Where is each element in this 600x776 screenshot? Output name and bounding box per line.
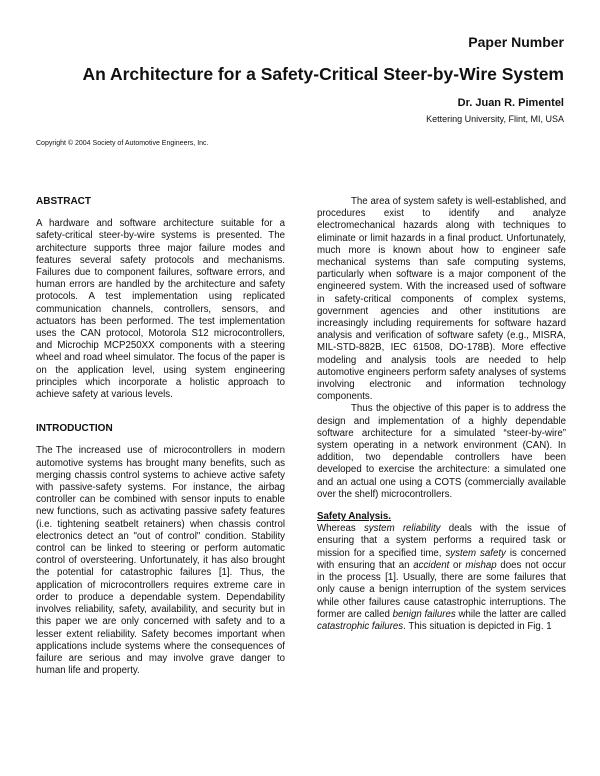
text-run: while the latter are called bbox=[455, 608, 566, 620]
italic-run: mishap bbox=[465, 559, 497, 571]
system-safety-paragraph: The area of system safety is well-established, and procedures exist to identify and analyze electromechanical hazards along with techniques to eliminate or limit hazards in a final product. Unfortunately, much more is known about how to engineer safe mechanical systems than safe computing systems, particularly when software is a major component of the engineered system. With the increased used of software in safety-critical components of complex systems, government agencies and other institutions are increasingly including requirements for software hazard analysis and verification of software safety (e.g., MISRA, MIL-STD-882B, IEC 61508, DO-178B). More effective modeling and analysis tools are needed to help automotive engineers perform safety analyses of systems involving electronic and information technology components. bbox=[317, 196, 566, 403]
introduction-lead-word: The bbox=[36, 445, 53, 457]
objective-paragraph: Thus the objective of this paper is to address the design and implementation of a highly dependable software architecture for a simulated “steer-by-wire” system operating in a network environment (CAN). In addition, two dependable controllers have been developed to exercise the architecture: a simulated one and an actual one using a COTS (commercially available over the shelf) microcontrollers. bbox=[317, 403, 566, 500]
paper-title: An Architecture for a Safety-Critical Steer-by-Wire System bbox=[82, 64, 564, 84]
introduction-body: The increased use of microcontrollers in modern automotive systems has brought many benefits, such as merging chassis control systems to achieve active safety with passive-safety systems. For instance, the airbag controller can be combined with sensor inputs to enable new functions, such as activating passive safety features (i.e. tightening seatbelt retainers) when chassis control electronics detect an "out of control" condition. Stability control can be linked to steering or perform automatic control of oversteering. Unfortunately, it has also brought the potential for catastrophic failures [1]. Thus, the application of microcontrollers requires extreme care in order to produce a dependable system. Dependability involves reliability, safety, availability, and security but in this paper we are only concerned with safety and to a lesser extent reliability. Safety becomes important when applications include systems where the consequences of failure are serious and may involve grave danger to human life and property. bbox=[36, 445, 285, 677]
italic-run: system safety bbox=[445, 547, 506, 559]
text-run: Whereas bbox=[317, 523, 364, 535]
text-run: does not occur in the process [1]. Usually, there are some failures that only cause a benign interruption of the system services while other failures cause catastrophic interruptions. The former are called bbox=[317, 559, 566, 620]
safety-analysis-paragraph bbox=[317, 523, 566, 633]
safety-analysis-heading: Safety Analysis. bbox=[317, 511, 391, 523]
left-column bbox=[36, 196, 285, 677]
introduction-heading: INTRODUCTION bbox=[36, 423, 113, 435]
author-affiliation: Kettering University, Flint, MI, USA bbox=[426, 114, 564, 124]
text-run: is concerned with ensuring that an bbox=[317, 547, 567, 571]
text-run: deals with the issue of ensuring that a system performs a required task or mission for a specified time, bbox=[317, 523, 566, 559]
italic-run: catastrophic failures bbox=[317, 620, 404, 632]
introduction-text bbox=[36, 445, 285, 677]
italic-run: accident bbox=[413, 559, 450, 571]
italic-run: benign failures bbox=[392, 608, 456, 620]
paper-number: Paper Number bbox=[468, 34, 564, 50]
text-run: or bbox=[449, 559, 466, 571]
copyright-notice: Copyright © 2004 Society of Automotive Engineers, Inc. bbox=[36, 140, 209, 147]
text-run: . This situation is depicted in Fig. 1 bbox=[403, 620, 552, 632]
abstract-heading: ABSTRACT bbox=[36, 196, 91, 207]
italic-run: system reliability bbox=[363, 523, 441, 535]
author-name: Dr. Juan R. Pimentel bbox=[457, 97, 564, 109]
abstract-text: A hardware and software architecture suitable for a safety-critical steer-by-wire systems is presented. The architecture supports three major failure modes and features several safety protocols and mechanisms. Failures due to component failures, software errors, and human errors are handled by the architecture and safety protocols. A test implementation using replicated communication channels, controllers, sensors, and actuators has been performed. The test implementation uses the CAN protocol, Motorola S12 microcontrollers, and Microchip MCP250XX components with a steering wheel and road wheel simulator. The focus of the paper is on the application level, using system engineering principles which incorporate a holistic approach to achieve safety at various levels. bbox=[36, 218, 285, 401]
right-column bbox=[317, 196, 566, 633]
